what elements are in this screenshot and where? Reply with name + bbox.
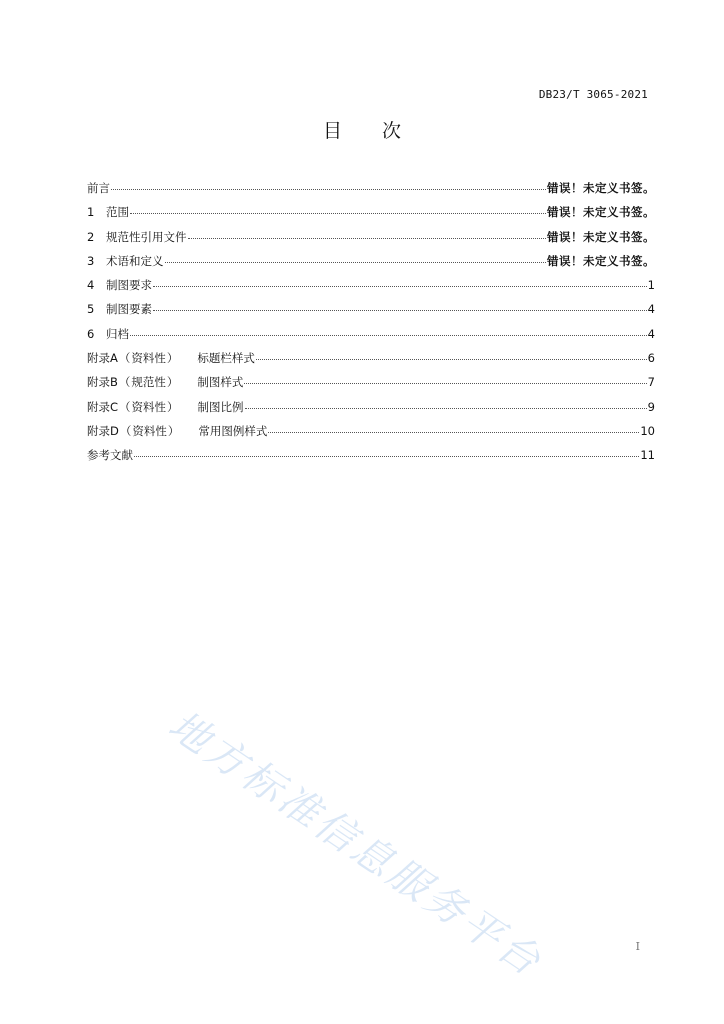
toc-leader-dots	[153, 310, 647, 311]
toc-entry-title: 制图要求	[106, 278, 152, 293]
appendix-letter: 附录B	[87, 375, 118, 390]
toc-entry-page: 错误！未定义书签。	[547, 253, 655, 268]
toc-entry-mapping-elements[interactable]	[87, 301, 655, 325]
toc-entry-terms-definitions[interactable]	[87, 253, 655, 277]
paren-close: ）	[166, 351, 179, 366]
toc-entry-title: 术语和定义	[106, 253, 164, 268]
toc-entry-page: 7	[647, 375, 655, 390]
toc-leader-dots	[153, 286, 647, 287]
appendix-label	[87, 350, 179, 366]
toc-entry-page: 4	[647, 302, 655, 317]
paren-open: （	[118, 351, 131, 366]
toc-leader-dots	[244, 383, 646, 384]
toc-entry-foreword[interactable]	[87, 180, 655, 204]
toc-entry-title: 规范性引用文件	[106, 229, 187, 244]
toc-leader-dots	[165, 262, 547, 263]
toc-leader-dots	[130, 213, 546, 214]
toc-entry-title: 前言	[87, 181, 110, 195]
title-char-2: 次	[382, 120, 402, 142]
toc-entry-number: 2	[87, 229, 95, 244]
page-title	[0, 116, 724, 143]
toc-leader-dots	[268, 432, 639, 433]
appendix-kind: 资料性	[131, 351, 166, 366]
toc-entry-page: 4	[647, 326, 655, 341]
toc-entry-page: 6	[647, 351, 655, 366]
toc-entry-title: 制图比例	[197, 399, 244, 414]
toc-entry-page: 错误！未定义书签。	[547, 205, 655, 220]
toc-entry-page: 错误！未定义书签。	[547, 181, 655, 195]
appendix-kind: 规范性	[131, 375, 166, 390]
page-number: I	[635, 940, 640, 953]
toc-entry-title: 常用图例样式	[198, 423, 268, 438]
toc-leader-dots	[134, 456, 639, 457]
toc-entry-number: 6	[87, 326, 95, 341]
toc-leader-dots	[256, 359, 647, 360]
toc-entry-appendix-d[interactable]	[87, 423, 655, 447]
title-char-1: 目	[322, 120, 342, 142]
toc-entry-number: 5	[87, 302, 95, 317]
toc-entry-appendix-a[interactable]	[87, 350, 655, 374]
toc-entry-page: 10	[640, 423, 655, 438]
paren-close: ）	[167, 423, 180, 438]
toc-entry-title: 制图要素	[106, 302, 152, 317]
document-code: DB23/T 3065-2021	[538, 88, 648, 101]
toc-entry-title: 范围	[106, 205, 129, 220]
toc-entry-appendix-c[interactable]	[87, 399, 655, 423]
appendix-label	[87, 423, 180, 439]
table-of-contents	[87, 180, 655, 472]
toc-entry-appendix-b[interactable]	[87, 374, 655, 398]
toc-entry-page: 错误！未定义书签。	[547, 229, 655, 244]
toc-entry-title: 参考文献	[87, 448, 133, 463]
toc-entry-bibliography[interactable]	[87, 447, 655, 471]
toc-entry-number: 1	[87, 205, 95, 220]
paren-close: ）	[167, 399, 179, 414]
appendix-letter: 附录D	[87, 423, 119, 438]
toc-leader-dots	[130, 335, 647, 336]
watermark: 地方标准信息服务平台	[160, 702, 551, 987]
paren-open: （	[119, 399, 131, 414]
toc-entry-page: 11	[640, 448, 655, 463]
toc-leader-dots	[245, 408, 647, 409]
toc-entry-title: 制图样式	[197, 375, 244, 390]
toc-entry-title: 归档	[106, 326, 129, 341]
toc-entry-mapping-requirements[interactable]	[87, 277, 655, 301]
appendix-label	[87, 374, 179, 390]
appendix-letter: 附录A	[87, 351, 118, 366]
toc-entry-number: 3	[87, 253, 95, 268]
toc-entry-scope[interactable]	[87, 204, 655, 228]
toc-entry-number: 4	[87, 278, 95, 293]
paren-open: （	[119, 423, 132, 438]
toc-entry-archiving[interactable]	[87, 326, 655, 350]
toc-entry-normative-references[interactable]	[87, 229, 655, 253]
toc-entry-page: 9	[647, 399, 655, 414]
appendix-kind: 资料性	[132, 423, 167, 438]
paren-close: ）	[166, 375, 179, 390]
toc-leader-dots	[111, 189, 546, 190]
toc-leader-dots	[188, 238, 547, 239]
appendix-kind: 资料性	[131, 399, 167, 414]
toc-entry-page: 1	[647, 278, 655, 293]
appendix-letter: 附录C	[87, 399, 119, 414]
paren-open: （	[118, 375, 131, 390]
toc-entry-title: 标题栏样式	[197, 351, 255, 366]
appendix-label	[87, 399, 180, 415]
